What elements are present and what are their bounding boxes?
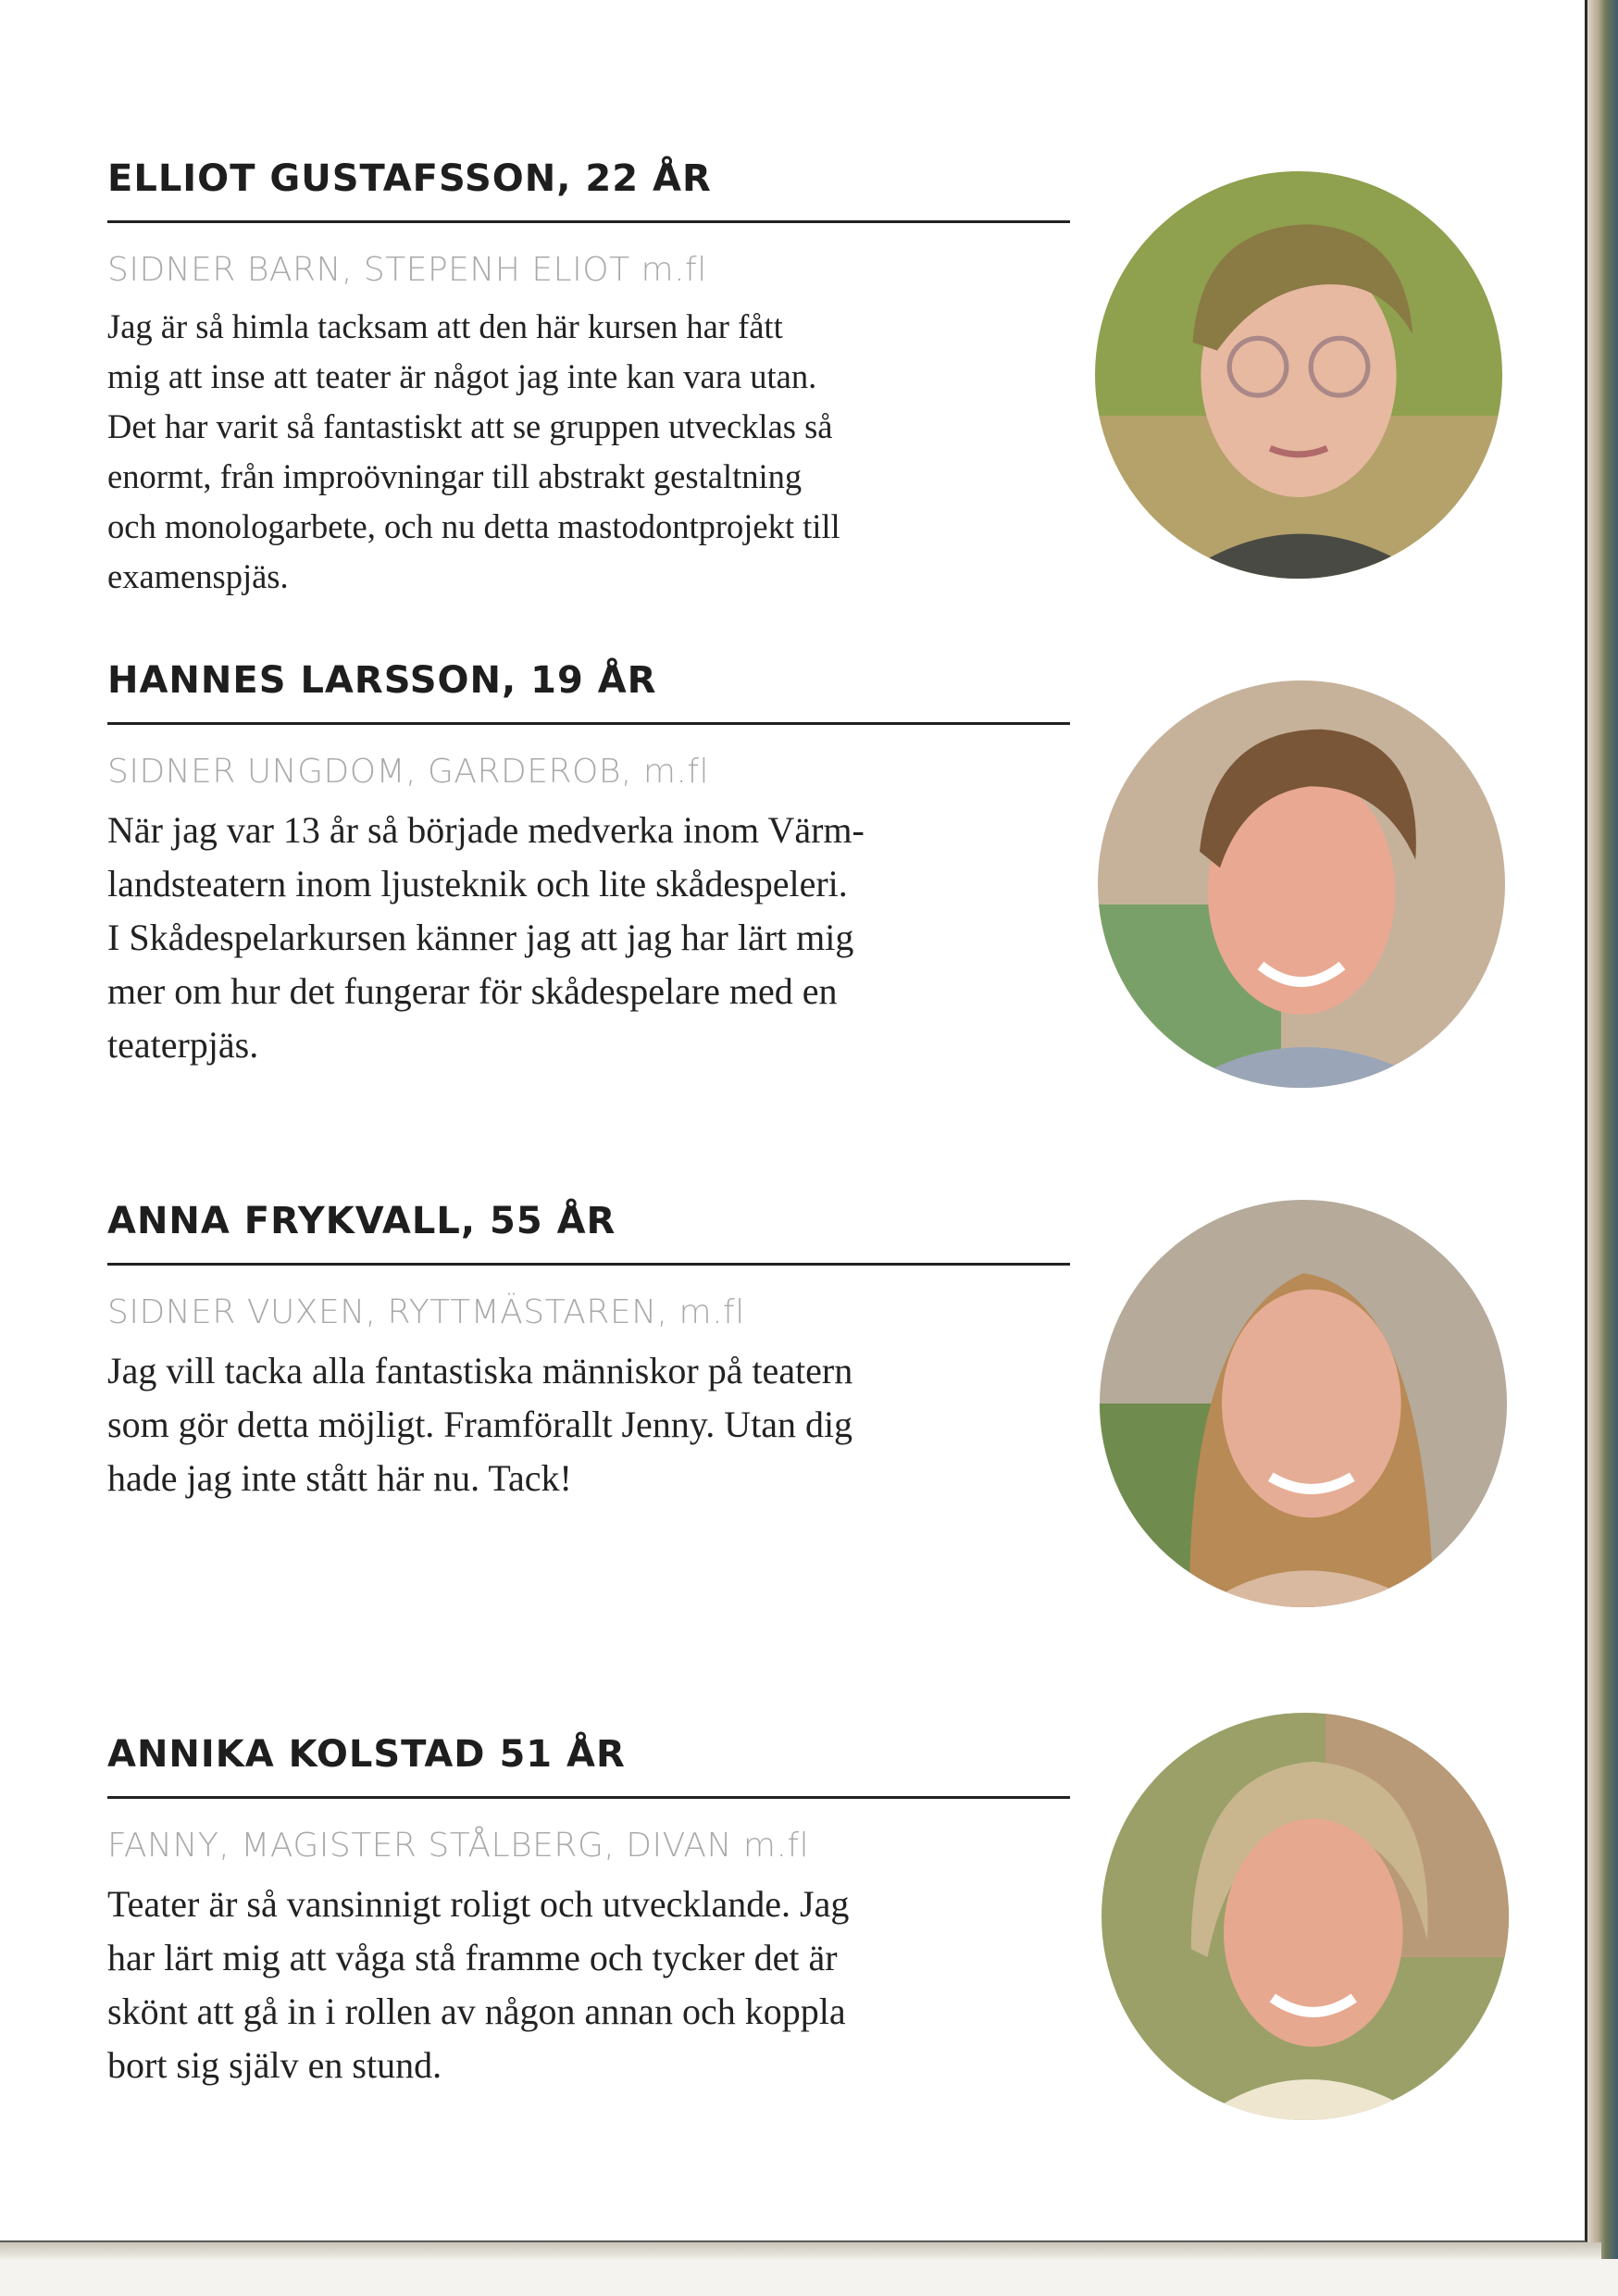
cast-quote: När jag var 13 år så började medverka inom Värm- landsteatern inom ljusteknik och lite skådespeleri. I Skådespelarkursen känner jag att jag har lärt mig mer om hur det fungerar för skådespelare med en teaterpjäs.	[107, 809, 865, 1066]
cast-entry-anna	[107, 1200, 1070, 1505]
cast-entry-elliot	[107, 157, 1070, 602]
cast-entry-annika	[107, 1733, 1070, 2092]
portrait-photo-hannes	[1098, 680, 1505, 1088]
portrait-photo-elliot	[1095, 171, 1502, 579]
cast-entry-hannes	[107, 659, 1070, 1072]
cast-name: ELLIOT GUSTAFSSON, 22 ÅR	[107, 157, 1070, 223]
cast-quote: Jag är så himla tacksam att den här kursen har fått mig att inse att teater är något jag inte kan vara utan. Det har varit så fantastiskt att se gruppen utvecklas så enormt, från improövningar till abstrakt gestaltning och monologarbete, och nu detta mastodontprojekt till examenspjäs.	[107, 307, 840, 595]
cast-name: HANNES LARSSON, 19 ÅR	[107, 659, 1070, 725]
portrait-photo-annika	[1101, 1713, 1509, 2120]
cast-roles: SIDNER BARN, STEPENH ELIOT m.fl	[107, 251, 707, 289]
cast-roles: FANNY, MAGISTER STÅLBERG, DIVAN m.fl	[107, 1827, 810, 1865]
cast-name: ANNIKA KOLSTAD 51 ÅR	[107, 1733, 1070, 1799]
cast-name: ANNA FRYKVALL, 55 ÅR	[107, 1200, 1070, 1266]
cast-roles: SIDNER VUXEN, RYTTMÄSTAREN, m.fl	[107, 1293, 745, 1331]
cast-quote: Teater är så vansinnigt roligt och utvecklande. Jag har lärt mig att våga stå framme och tycker det är skönt att gå in i rollen av någon annan och koppla bort sig själv en stund.	[107, 1883, 850, 2086]
adjacent-page-edge	[1587, 0, 1618, 2259]
cast-quote: Jag vill tacka alla fantastiska människor på teatern som gör detta möjligt. Framförallt Jenny. Utan dig hade jag inte stått här nu. Tack!	[107, 1350, 853, 1499]
portrait-photo-anna	[1100, 1200, 1507, 1607]
cast-roles: SIDNER UNGDOM, GARDEROB, m.fl	[107, 753, 710, 791]
page-bottom-edge	[0, 2242, 1601, 2259]
